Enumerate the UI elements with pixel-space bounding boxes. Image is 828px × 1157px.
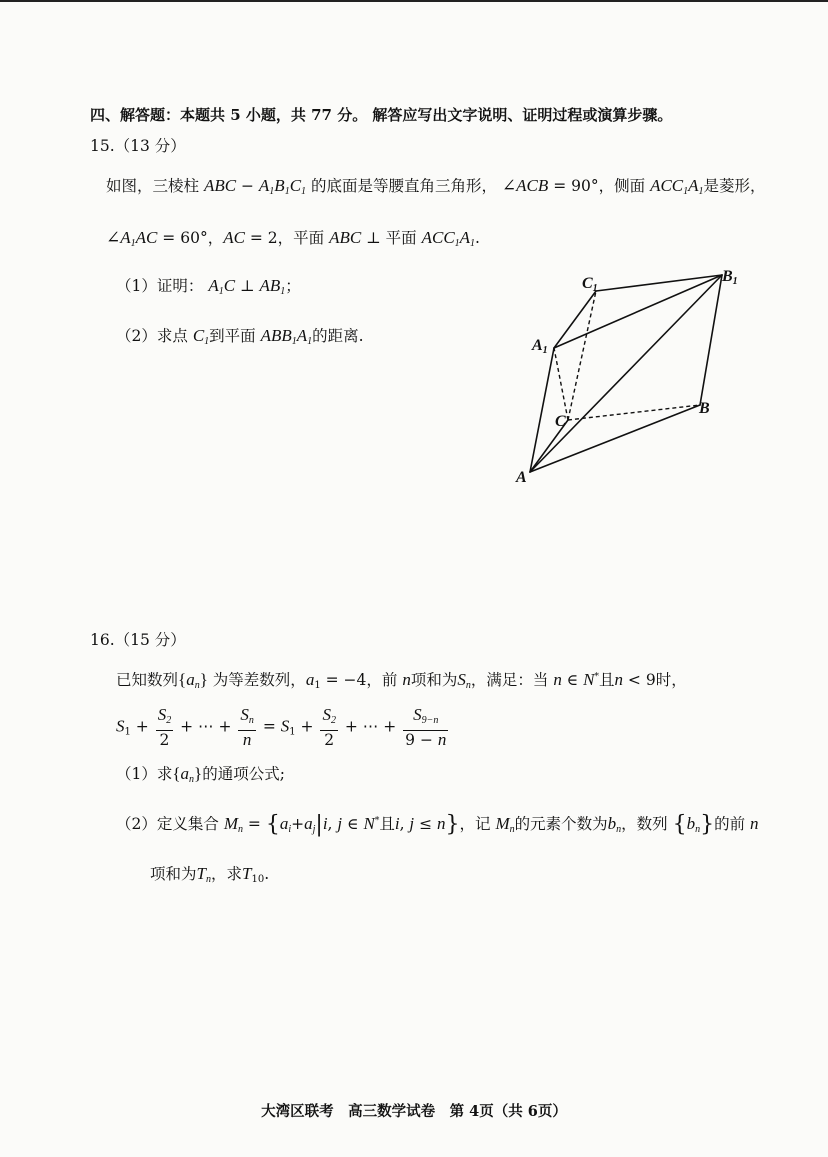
section-heading: 四、解答题：本题共 5 小题，共 77 分。 解答应写出文字说明、证明过程或演算步骤。: [90, 106, 673, 124]
label-A1: A1: [532, 337, 548, 356]
q16-part1: （1）求$\{a_n\}$的通项公式;: [116, 764, 285, 785]
edge-C-A1-hidden: [554, 348, 568, 420]
label-C1: C1: [582, 275, 598, 294]
q16-part2-line1: （2）定义集合 $M_n = \{a_i+a_j|i$, j ∈ N*且i, j ≤ n}，记 $M_n$的元素个数为$b_n$，数列 $\{b_n\}$的前 n: [116, 812, 759, 837]
label-A: A: [516, 469, 527, 486]
label-B1: B1: [722, 268, 738, 287]
q15-stem-line1: 如图，三棱柱 ABC − $A_1B_1C_1$ 的底面是等腰直角三角形， ∠ACB = 90°，侧面 $ACC_1A_1$是菱形，: [106, 176, 766, 197]
q16-number: 16.（15 分）: [90, 631, 186, 649]
q16-part2-line2: 项和为$T_n$，求$T_{10}$.: [150, 864, 270, 885]
page-footer: 大湾区联考 高三数学试卷 第 4页（共 6页）: [261, 1103, 567, 1120]
edge-A-A1: [530, 348, 554, 472]
label-B: B: [699, 400, 710, 417]
triangular-prism-figure: [510, 262, 750, 492]
page-top-border: [0, 0, 828, 2]
q15-part2: （2）求点 $C_1$到平面 $ABB_1A_1$的距离.: [116, 326, 364, 347]
q16-equation: $S_1$ + $\frac{S_2}{2}$ + ⋯ + $\frac{S_n}{n}$ = $S_1$ + $\frac{S_2}{2}$ + ⋯ + $\frac{S_{9-n}}{9 - n}$: [116, 705, 447, 749]
q16-stem-line1: 已知数列$\{a_n\}$ 为等差数列，$a_1 = -4$，前 n项和为$S_n$，满足：当 n ∈ N*且n < 9时，: [116, 670, 687, 691]
q15-stem-line2: $\angle A_1AC = 60^\circ$，AC = 2，平面 ABC ⊥ 平面 $ACC_1A_1$.: [106, 228, 480, 249]
q15-number: 15.（13 分）: [90, 137, 186, 155]
edge-A-B1: [530, 275, 722, 472]
label-C: C: [555, 413, 566, 430]
q15-part1: （1）证明： $A_1C$ ⊥ $AB_1$；: [116, 276, 301, 297]
